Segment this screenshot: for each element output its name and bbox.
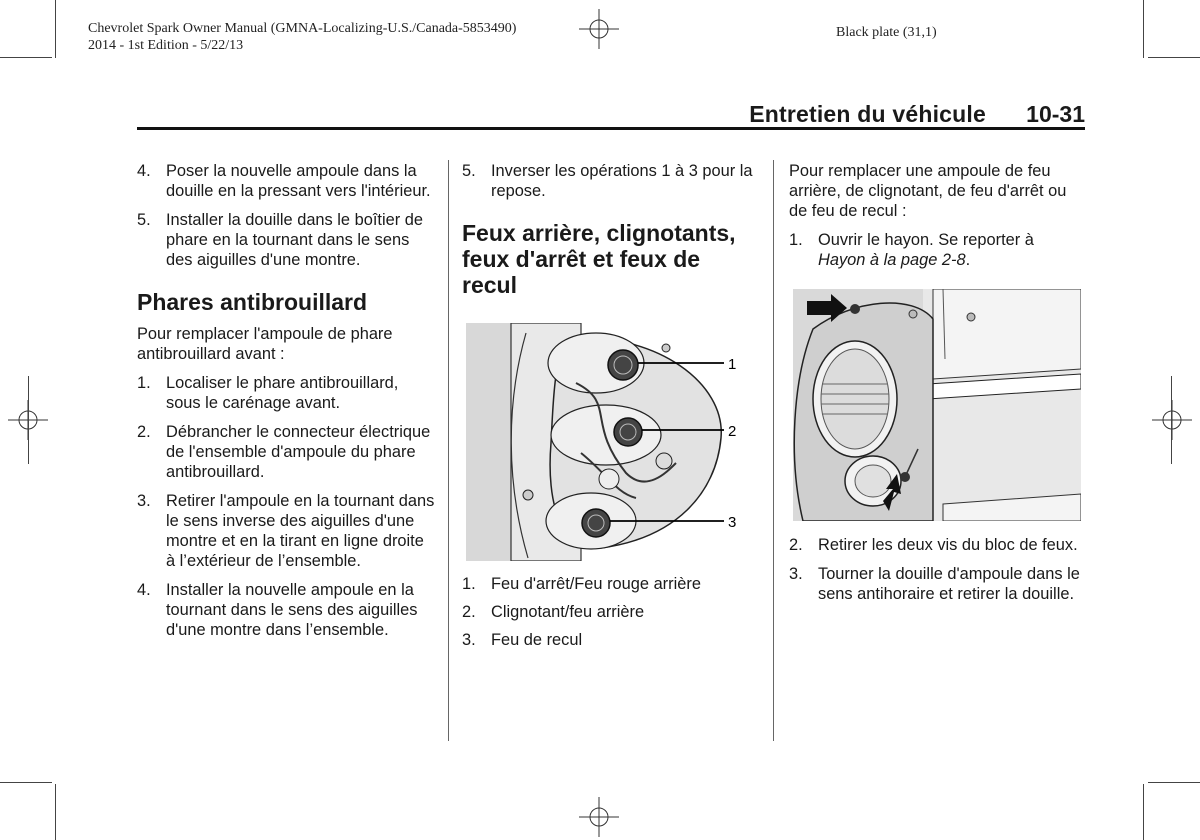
list-item: 2. Débrancher le connecteur électrique de l'ensemble d'ampoule du phare antibrouillard. — [137, 423, 431, 481]
list-item: 1. Localiser le phare antibrouillard, sous le carénage avant. — [137, 374, 399, 412]
crop-mark — [1143, 784, 1144, 840]
list-item: 1. Ouvrir le hayon. Se reporter à Hayon à la page 2-8. — [789, 231, 1034, 269]
list-item: 3. Tourner la douille d'ampoule dans le sens antihoraire et retirer la douille. — [789, 565, 1080, 603]
registration-mark — [579, 797, 619, 837]
crop-mark — [55, 784, 56, 840]
crop-mark — [1143, 0, 1144, 58]
printer-job-line: Chevrolet Spark Owner Manual (GMNA-Localizing-U.S./Canada-5853490) — [88, 21, 517, 36]
black-plate-label: Black plate (31,1) — [836, 25, 937, 40]
tail-lamp-intro: Pour remplacer une ampoule de feu arrière, de clignotant, de feu d'arrêt ou de feu de recul : — [789, 162, 1067, 220]
page-reference: Hayon à la page 2-8 — [818, 251, 966, 269]
callout-label-2: 2 — [728, 423, 737, 440]
tail-lamp-heading: Feux arrière, clignotants, feux d'arrêt et feux de recul — [462, 220, 736, 298]
column-divider — [773, 160, 774, 741]
list-item: 2. Retirer les deux vis du bloc de feux. — [789, 536, 1078, 554]
column-middle — [462, 161, 760, 659]
callout-label-1: 1 — [728, 356, 737, 373]
page-number: 10-31 — [1026, 101, 1085, 127]
list-item: 5. Inverser les opérations 1 à 3 pour la repose. — [462, 162, 753, 200]
legend-item: 1. Feu d'arrêt/Feu rouge arrière — [462, 575, 701, 593]
legend-item: 3. Feu de recul — [462, 631, 583, 649]
column-left — [137, 161, 435, 649]
tailgate-screws-illustration — [793, 289, 1081, 521]
column-right — [789, 161, 1085, 613]
crop-mark — [28, 376, 29, 464]
printer-edition-line: 2014 - 1st Edition - 5/22/13 — [88, 38, 244, 53]
list-item: 4. Installer la nouvelle ampoule en la tournant dans le sens des aiguilles d'une montre dans l’ensemble. — [137, 581, 418, 639]
crop-mark — [0, 57, 52, 58]
list-item: 4. Poser la nouvelle ampoule dans la douille en la pressant vers l'intérieur. — [137, 162, 431, 200]
column-divider — [448, 160, 449, 741]
registration-mark — [579, 9, 619, 49]
header-rule — [137, 127, 1085, 130]
crop-mark — [1148, 782, 1200, 783]
registration-mark — [1152, 400, 1192, 440]
list-item: 3. Retirer l'ampoule en la tournant dans le sens inverse des aiguilles d'une montre et en la tirant en ligne droite à l’extérieur de l’ensemble. — [137, 492, 435, 570]
section-title: Entretien du véhicule — [749, 101, 986, 127]
crop-mark — [55, 0, 56, 58]
crop-mark — [1171, 376, 1172, 464]
fog-lamp-heading: Phares antibrouillard — [137, 289, 368, 315]
legend-item: 2. Clignotant/feu arrière — [462, 603, 645, 621]
callout-label-3: 3 — [728, 514, 737, 531]
crop-mark — [1148, 57, 1200, 58]
list-item: 5. Installer la douille dans le boîtier de phare en la tournant dans le sens des aiguilles d'une montre. — [137, 211, 423, 269]
crop-mark — [0, 782, 52, 783]
tail-lamp-illustration — [466, 323, 752, 561]
fog-lamp-intro: Pour remplacer l'ampoule de phare antibrouillard avant : — [137, 325, 393, 363]
